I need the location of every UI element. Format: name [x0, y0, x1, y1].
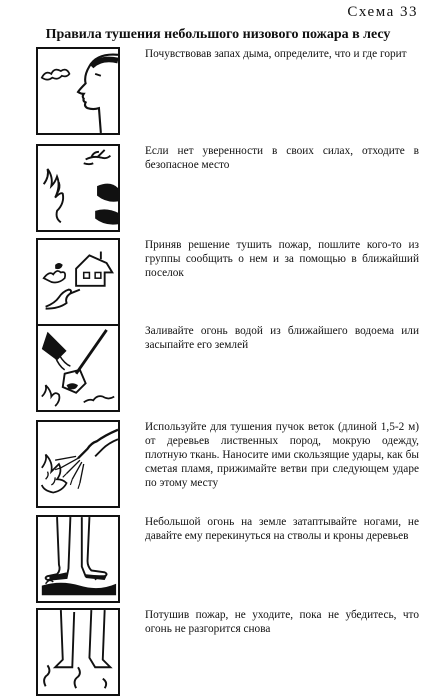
illustration-retreat — [36, 144, 120, 232]
step-3-text: Приняв решение тушить пожар, пошлите кого-то из группы сообщить о нем и за помощью в ближайший поселок — [145, 239, 419, 279]
illustration-smell-smoke — [36, 47, 120, 135]
illustration-beat-with-branches — [36, 420, 120, 508]
step-2-text: Если нет уверенности в своих силах, отходите в безопасное место — [145, 145, 419, 171]
step-1-text: Почувствовав запах дыма, определите, что и где горит — [145, 48, 407, 60]
scheme-label: Схема 33 — [347, 4, 418, 20]
step-6-text: Небольшой огонь на земле затаптывайте ногами, не давайте ему перекинуться на стволы и кроны деревьев — [145, 516, 419, 542]
page-title: Правила тушения небольшого низового пожара в лесу — [45, 27, 391, 42]
illustration-stamp-out — [36, 515, 120, 603]
step-4-text: Заливайте огонь водой из ближайшего водоема или засыпайте его землей — [145, 325, 419, 351]
illustration-water-and-soil — [36, 324, 120, 412]
illustration-send-for-help — [36, 238, 120, 326]
step-7-text: Потушив пожар, не уходите, пока не убедитесь, что огонь не разгорится снова — [145, 609, 419, 635]
illustration-stay-and-watch — [36, 608, 120, 696]
step-5-text: Используйте для тушения пучок веток (длиной 1,5-2 м) от деревьев лиственных пород, мокрую одежду, плотную ткань. Наносите ими скользящие удары, как бы сметая пламя, прижимайте ветви при следующем ударе по этому месту — [145, 421, 419, 489]
